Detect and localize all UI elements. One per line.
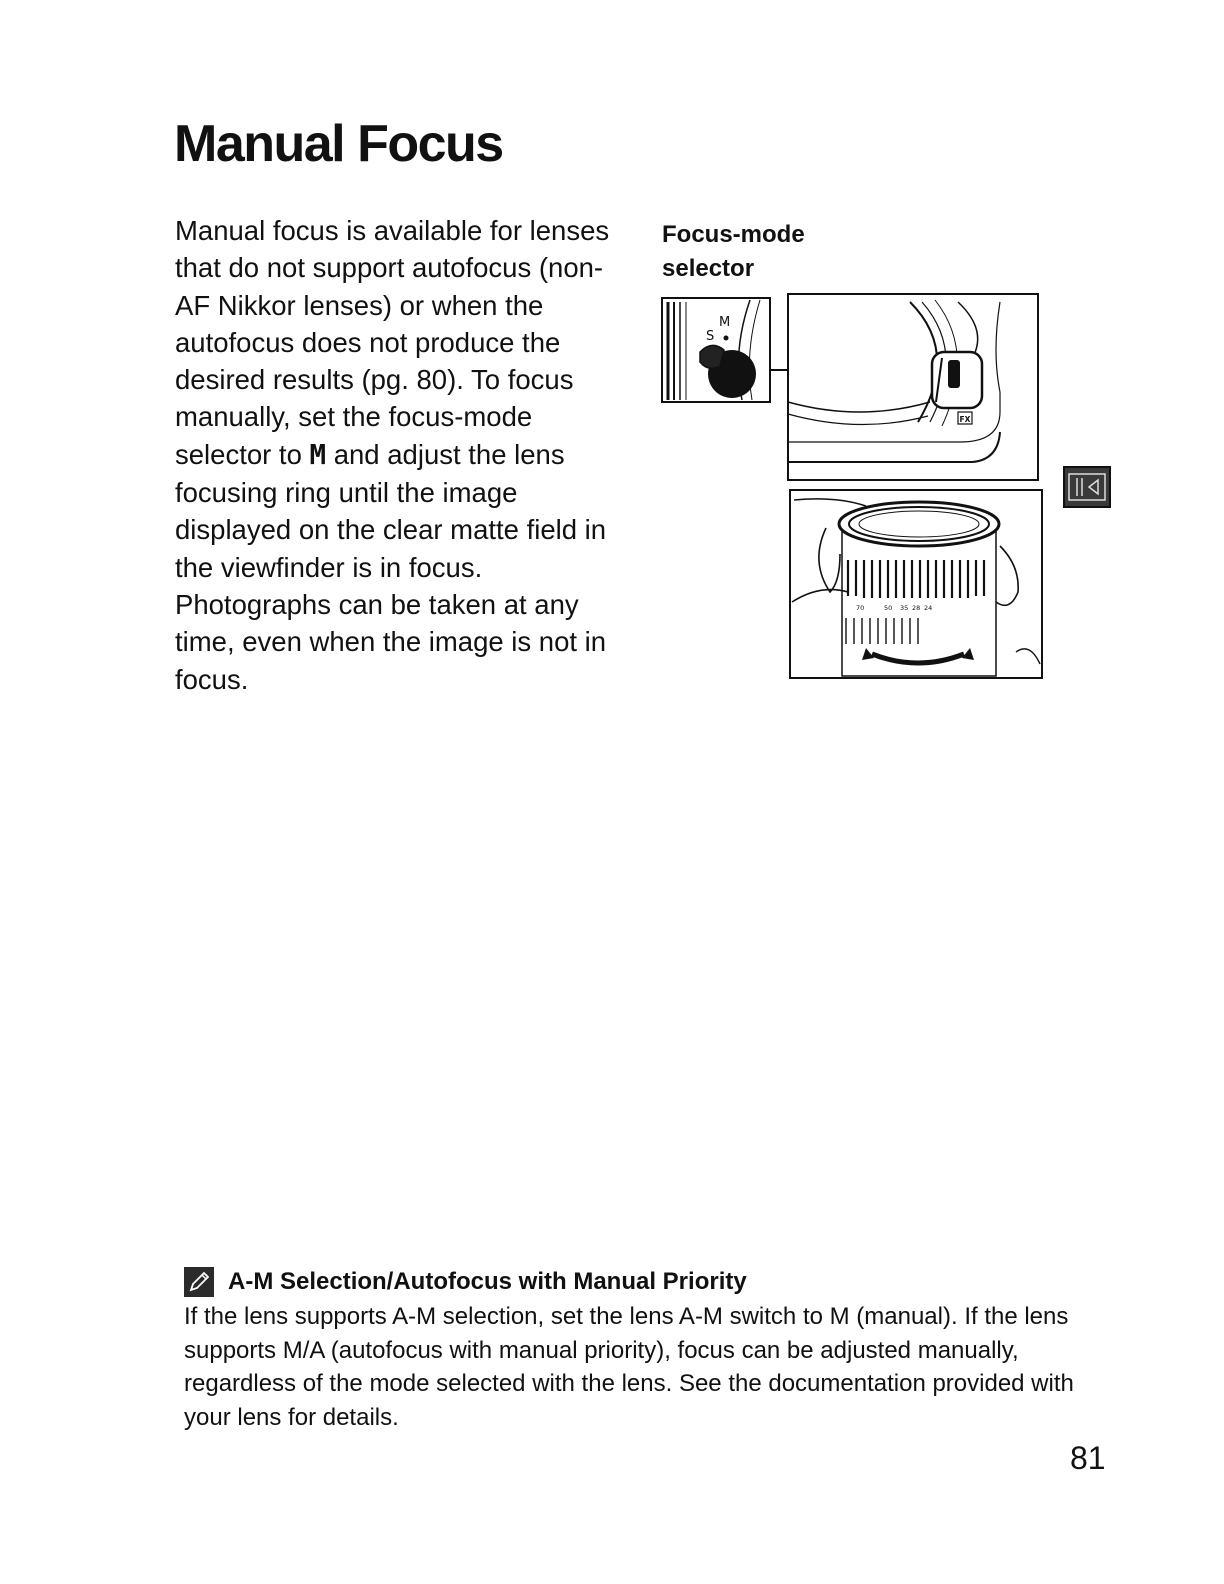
body-paragraph	[175, 212, 635, 698]
focus-mode-selector-callout: Focus-mode selector	[662, 221, 805, 282]
note-text: If the lens supports A-M selection, set the lens A-M switch to M (manual). If the lens supports M/A (autofocus with manual priority), focus can be adjusted manually, regardless of the mode selected with the lens. See the documentation provided with your lens for details.	[184, 1303, 1074, 1431]
page-title: Manual Focus	[174, 115, 503, 173]
page-number: 81	[1070, 1440, 1106, 1476]
focal-scale-35: 35	[900, 604, 909, 612]
focus-mode-m-letter: M	[309, 438, 327, 471]
selector-mark-m: M	[719, 315, 731, 330]
pencil-icon	[184, 1267, 214, 1297]
selector-closeup-inset	[662, 298, 770, 402]
camera-lens-illustration	[660, 292, 1050, 684]
chapter-side-tab	[1063, 466, 1111, 508]
note-heading-row	[184, 1266, 1084, 1298]
focal-scale-70: 70	[856, 604, 865, 612]
manual-focus-tab-icon	[1065, 468, 1109, 506]
camera-body-drawing	[788, 294, 1038, 480]
focal-scale-50: 50	[884, 604, 893, 612]
body-text-part-1: Manual focus is available for lenses that do not support autofocus (non-AF Nikkor lenses) or when the autofocus does not produce the desired results (pg. 80). To focus manually, set the focus-mode selector to	[175, 215, 610, 470]
focal-scale-28: 28	[912, 604, 921, 612]
focal-scale-24: 24	[924, 604, 933, 612]
lens-focusing-ring-drawing	[790, 490, 1042, 678]
body-text-part-2: and adjust the lens focusing ring until the image displayed on the clear matte field in the viewfinder is in focus. Photographs can be taken at any time, even when the image is not in focus.	[175, 438, 607, 695]
selector-mark-s: S	[706, 329, 715, 344]
note-heading: A-M Selection/Autofocus with Manual Priority	[228, 1268, 747, 1295]
fx-badge: FX	[959, 415, 971, 424]
note-box	[184, 1266, 1084, 1434]
